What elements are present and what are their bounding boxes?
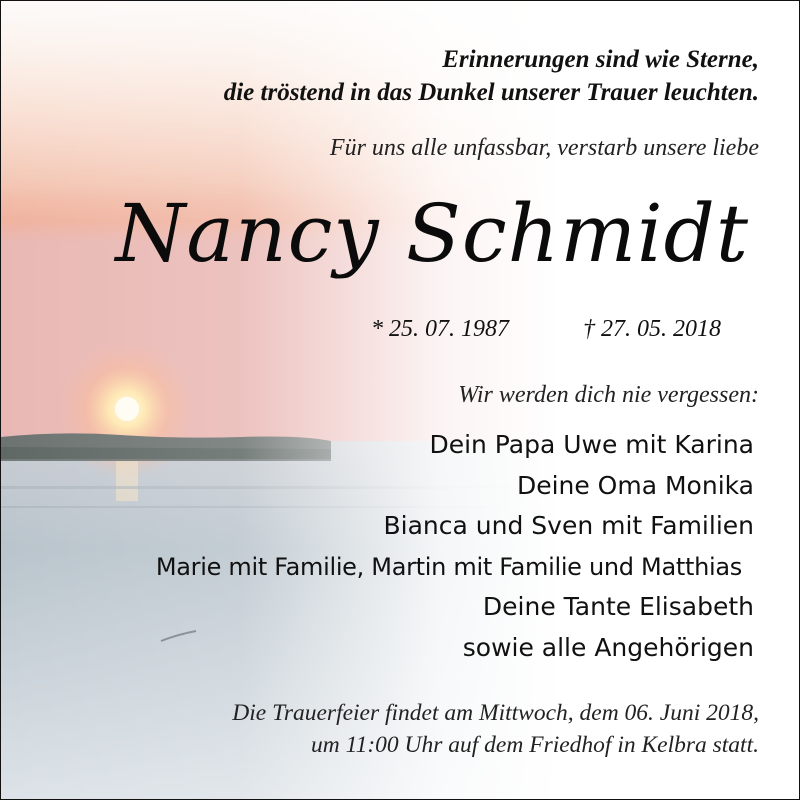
mourner-line: Dein Papa Uwe mit Karina xyxy=(429,430,754,459)
death-date: † 27. 05. 2018 xyxy=(583,316,721,342)
mourner-line: Deine Tante Elisabeth xyxy=(482,592,754,621)
quote-line-2: die tröstend in das Dunkel unserer Trauer leuchten. xyxy=(223,79,759,106)
birth-date: * 25. 07. 1987 xyxy=(371,316,509,342)
mourner-line: Bianca und Sven mit Familien xyxy=(383,511,754,540)
mourners-list xyxy=(14,425,754,668)
funeral-info xyxy=(232,697,759,761)
memorial-quote xyxy=(224,43,759,109)
remember-text: Wir werden dich nie vergessen: xyxy=(458,382,759,408)
mourner-line: sowie alle Angehörigen xyxy=(462,632,754,662)
intro-text: Für uns alle unfassbar, verstarb unsere liebe xyxy=(329,135,759,161)
mourner-line: Marie mit Familie, Martin mit Familie und Matthias xyxy=(155,552,742,581)
deceased-name: Nancy Schmidt xyxy=(115,187,749,280)
mourner-line: Deine Oma Monika xyxy=(516,470,754,500)
funeral-line-1: Die Trauerfeier findet am Mittwoch, dem 06. Juni 2018, xyxy=(232,700,759,726)
quote-line-1: Erinnerungen sind wie Sterne, xyxy=(442,46,759,73)
funeral-line-2: um 11:00 Uhr auf dem Friedhof in Kelbra statt. xyxy=(310,732,759,758)
